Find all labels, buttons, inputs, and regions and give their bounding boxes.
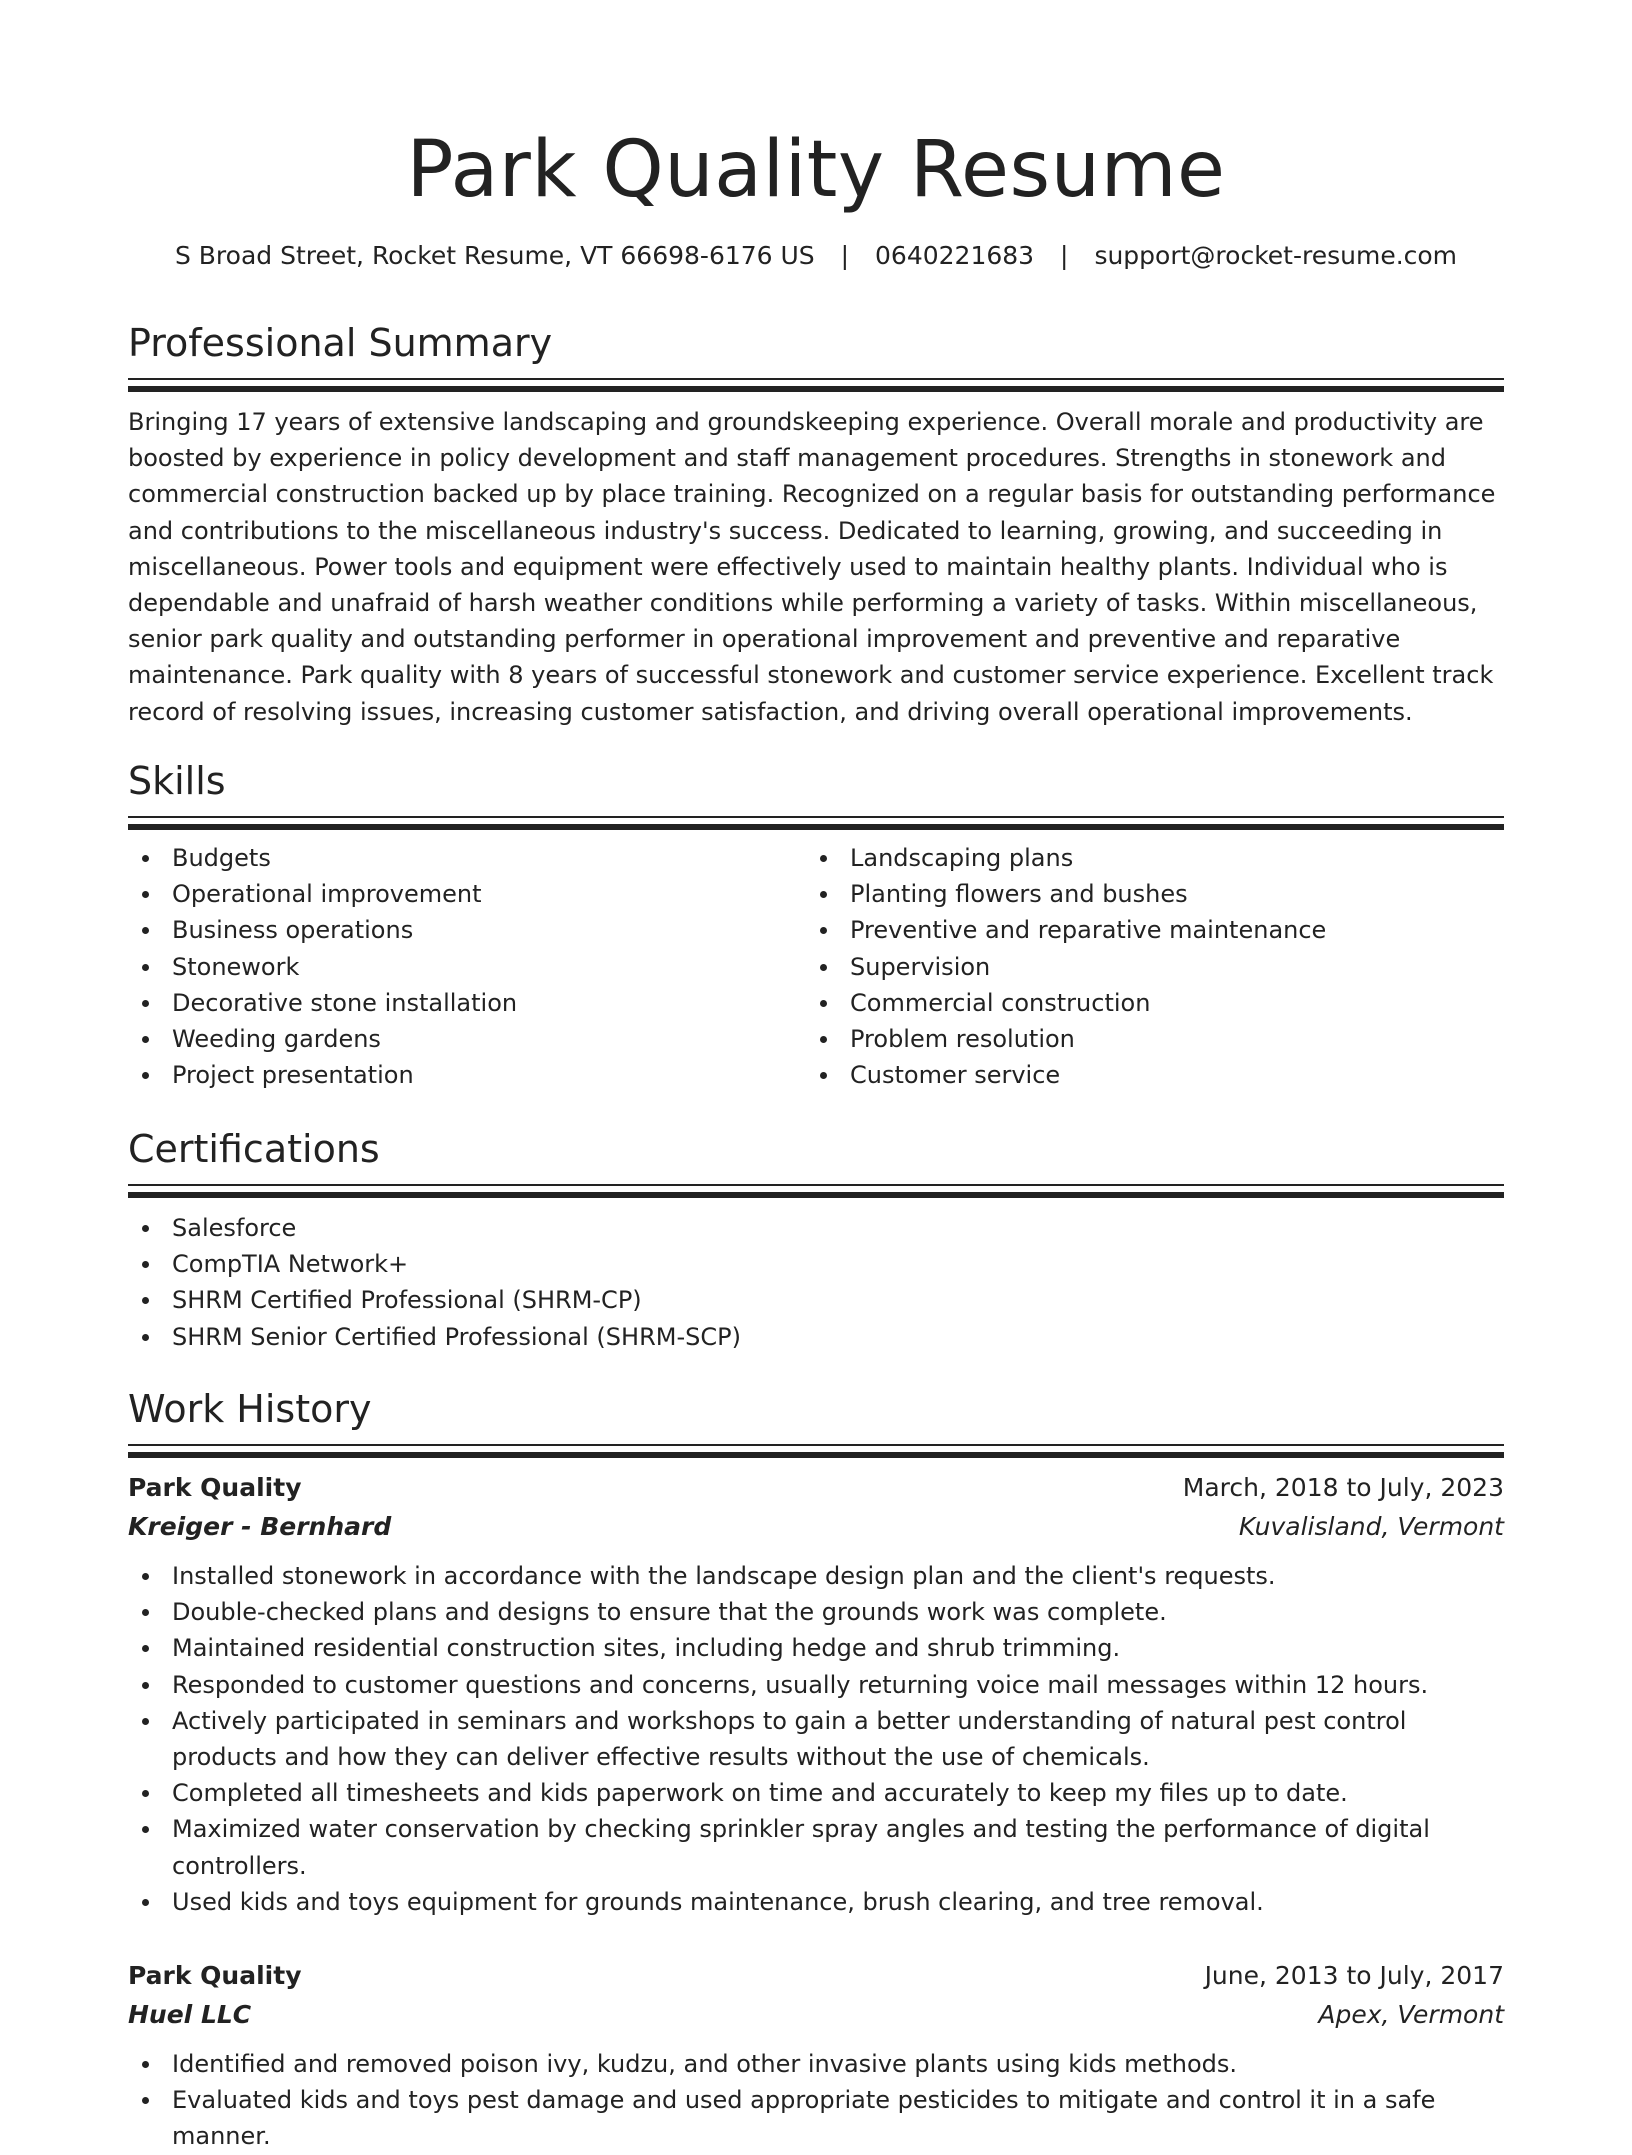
skill-item: Planting flowers and bushes [850, 876, 1484, 912]
job-header [128, 1468, 1504, 1508]
job-location: Kuvalisland, Vermont [1238, 1512, 1504, 1541]
job-company: Kreiger - Bernhard [128, 1512, 392, 1541]
skill-item: Landscaping plans [850, 840, 1484, 876]
job-entry [128, 1956, 1504, 2155]
job-bullet: Maintained residential construction sites, including hedge and shrub trimming. [172, 1630, 1504, 1666]
skill-item: Customer service [850, 1057, 1484, 1093]
job-dates: March, 2018 to July, 2023 [1182, 1473, 1504, 1502]
job-title: Park Quality [128, 1473, 302, 1502]
job-bullet: Used kids and toys equipment for grounds maintenance, brush clearing, and tree removal. [172, 1884, 1504, 1920]
skills-column-left [128, 840, 806, 1093]
skill-item: Business operations [172, 912, 806, 948]
summary-text: Bringing 17 years of extensive landscaping and groundskeeping experience. Overall morale and productivity are boosted by experience in policy development and staff management procedures. Strengths in stonework and commercial construction backed up by place training. Recognized on a regular basis for outstanding performance and contributions to the miscellaneous industry's success. Dedicated to learning, growing, and succeeding in miscellaneous. Power tools and equipment were effectively used to maintain healthy plants. Individual who is dependable and unafraid of harsh weather conditions while performing a variety of tasks. Within miscellaneous, senior park quality and outstanding performer in operational improvement and preventive and reparative maintenance. Park quality with 8 years of successful stonework and customer service experience. Excellent track record of resolving issues, increasing customer satisfaction, and driving overall operational improvements. [128, 408, 1496, 726]
skill-item: Weeding gardens [172, 1021, 806, 1057]
contact-line [128, 238, 1504, 274]
skill-item: Budgets [172, 840, 806, 876]
contact-email: support@rocket-resume.com [1094, 241, 1458, 270]
job-bullet: Maximized water conservation by checking sprinkler spray angles and testing the performance of digital controllers. [172, 1811, 1504, 1883]
resume-name: Park Quality Resume [406, 125, 1226, 215]
job-dates: June, 2013 to July, 2017 [1204, 1961, 1504, 1991]
contact-phone: 0640221683 [875, 241, 1035, 270]
job-bullet: Installed stonework in accordance with the landscape design plan and the client's requests. [172, 1558, 1504, 1594]
job-header [128, 1956, 1504, 1996]
section-divider [128, 378, 1504, 390]
contact-separator: | [1060, 241, 1069, 270]
skill-item: Commercial construction [850, 985, 1484, 1021]
work-history-heading: Work History [128, 1387, 372, 1431]
job-subheader [128, 1996, 1504, 2034]
certifications-section [128, 1124, 1504, 1355]
job-bullet: Completed all timesheets and kids paperwork on time and accurately to keep my files up to date. [172, 1775, 1504, 1811]
summary-section [128, 318, 1504, 730]
job-bullet: Responded to customer questions and concerns, usually returning voice mail messages within 12 hours. [172, 1667, 1504, 1703]
work-history-section [128, 1384, 1504, 2155]
skill-item: Preventive and reparative maintenance [850, 912, 1484, 948]
skills-columns [128, 840, 1504, 1093]
certifications-heading: Certifications [128, 1127, 380, 1171]
certification-item: SHRM Senior Certified Professional (SHRM-SCP) [172, 1319, 1504, 1355]
job-bullet: Identified and removed poison ivy, kudzu, and other invasive plants using kids methods. [172, 2046, 1504, 2082]
skill-item: Operational improvement [172, 876, 806, 912]
skill-item: Supervision [850, 949, 1484, 985]
job-bullet: Double-checked plans and designs to ensure that the grounds work was complete. [172, 1594, 1504, 1630]
section-divider [128, 1444, 1504, 1456]
job-location: Apex, Vermont [1318, 2000, 1504, 2030]
contact-separator: | [840, 241, 850, 270]
job-company: Huel LLC [128, 2000, 252, 2030]
contact-address: S Broad Street, Rocket Resume, VT 66698-6176 US [174, 241, 815, 270]
skills-section [128, 756, 1504, 1093]
job-entry [128, 1468, 1504, 1920]
skills-column-right [806, 840, 1484, 1093]
skills-heading: Skills [128, 759, 226, 803]
job-bullet: Evaluated kids and toys pest damage and used appropriate pesticides to mitigate and control it in a safe manner. [172, 2082, 1504, 2154]
job-bullet: Actively participated in seminars and workshops to gain a better understanding of natural pest control products and how they can deliver effective results without the use of chemicals. [172, 1703, 1504, 1775]
section-divider [128, 816, 1504, 828]
certification-item: SHRM Certified Professional (SHRM-CP) [172, 1282, 1504, 1318]
skill-item: Project presentation [172, 1057, 806, 1093]
skill-item: Problem resolution [850, 1021, 1484, 1057]
certification-item: Salesforce [172, 1210, 1504, 1246]
certification-item: CompTIA Network+ [172, 1246, 1504, 1282]
job-subheader [128, 1508, 1504, 1546]
skill-item: Decorative stone installation [172, 985, 806, 1021]
summary-heading: Professional Summary [128, 321, 553, 365]
section-divider [128, 1184, 1504, 1196]
skill-item: Stonework [172, 949, 806, 985]
job-title: Park Quality [128, 1961, 302, 1991]
